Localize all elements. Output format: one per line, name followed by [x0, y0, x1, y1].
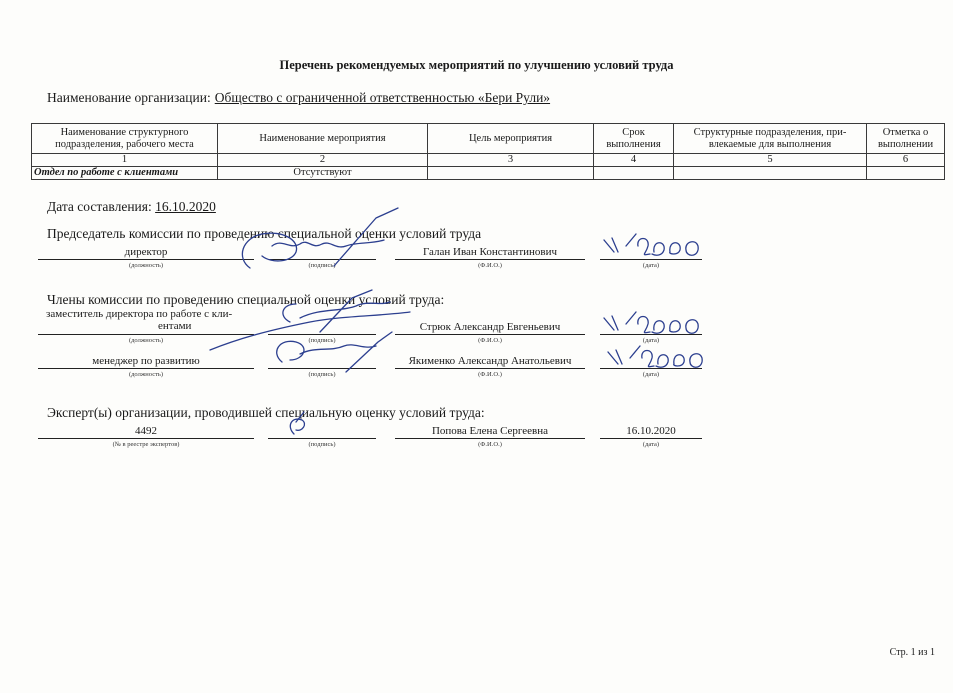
page-number: Стр. 1 из 1: [889, 647, 935, 658]
chairman-position: директор: [38, 245, 254, 260]
expert-signature: [290, 412, 304, 434]
chairman-date: [604, 234, 698, 255]
caption-fio: (Ф.И.О.): [478, 441, 502, 448]
header-measure: Наименование мероприятия: [218, 124, 428, 154]
header-involved-units: Структурные подразделения, при-влекаемые для выполнения: [674, 124, 867, 154]
chairman-signature: [242, 208, 398, 268]
date-value: 16.10.2020: [155, 199, 216, 214]
caption-position: (должность): [128, 262, 164, 269]
caption-signature: (подпись): [308, 262, 336, 269]
date-label: Дата составления:: [47, 199, 152, 214]
organization-name: Общество с ограниченной ответственностью «Бери Рули»: [214, 90, 551, 105]
header-deadline: Срок выполнения: [594, 124, 674, 154]
member2-date: [608, 346, 702, 367]
member1-name: Стрюк Александр Евгеньевич: [395, 320, 585, 335]
member1-position-line2: ентами: [158, 320, 192, 332]
caption-signature: (подпись): [308, 441, 336, 448]
member2-signature: [277, 332, 392, 372]
caption-signature: (подпись): [308, 337, 336, 344]
caption-signature: (подпись): [308, 371, 336, 378]
caption-fio: (Ф.И.О.): [478, 371, 502, 378]
caption-position: (должность): [128, 337, 164, 344]
member1-position-line1: заместитель директора по работе с кли-: [46, 308, 233, 320]
col-number: 2: [218, 154, 428, 167]
member2-position: менеджер по развитию: [38, 354, 254, 369]
expert-registry: 4492: [38, 424, 254, 439]
cell-measure: Отсутствуют: [218, 167, 428, 180]
caption-registry: (№ в реестре экспертов): [112, 441, 180, 448]
chairman-heading: Председатель комиссии по проведению специальной оценки условий труда: [47, 226, 482, 241]
col-number: 5: [674, 154, 867, 167]
col-number: 4: [594, 154, 674, 167]
col-number: 1: [32, 154, 218, 167]
caption-fio: (Ф.И.О.): [478, 337, 502, 344]
header-goal: Цель мероприятия: [428, 124, 594, 154]
expert-date: 16.10.2020: [600, 424, 702, 439]
expert-heading: Эксперт(ы) организации, проводившей специальную оценку условий труда:: [47, 405, 485, 420]
caption-fio: (Ф.И.О.): [478, 262, 502, 269]
col-number: 6: [867, 154, 945, 167]
caption-date: (дата): [642, 337, 660, 344]
col-number: 3: [428, 154, 594, 167]
header-completion-mark: Отметка о выполнении: [867, 124, 945, 154]
header-department: Наименование структурного подразделения, рабочего места: [32, 124, 218, 154]
caption-date: (дата): [642, 441, 660, 448]
caption-date: (дата): [642, 262, 660, 269]
member2-name: Якименко Александр Анатольевич: [395, 354, 585, 369]
organization-label: Наименование организации:: [47, 90, 211, 105]
chairman-name: Галан Иван Константинович: [395, 245, 585, 260]
members-heading: Члены комиссии по проведению специальной оценки условий труда:: [47, 292, 445, 307]
cell-department: Отдел по работе с клиентами: [32, 167, 218, 180]
member1-date: [604, 312, 698, 333]
page-title: Перечень рекомендуемых мероприятий по улучшению условий труда: [279, 58, 674, 72]
caption-date: (дата): [642, 371, 660, 378]
expert-name: Попова Елена Сергеевна: [395, 424, 585, 439]
caption-position: (должность): [128, 371, 164, 378]
